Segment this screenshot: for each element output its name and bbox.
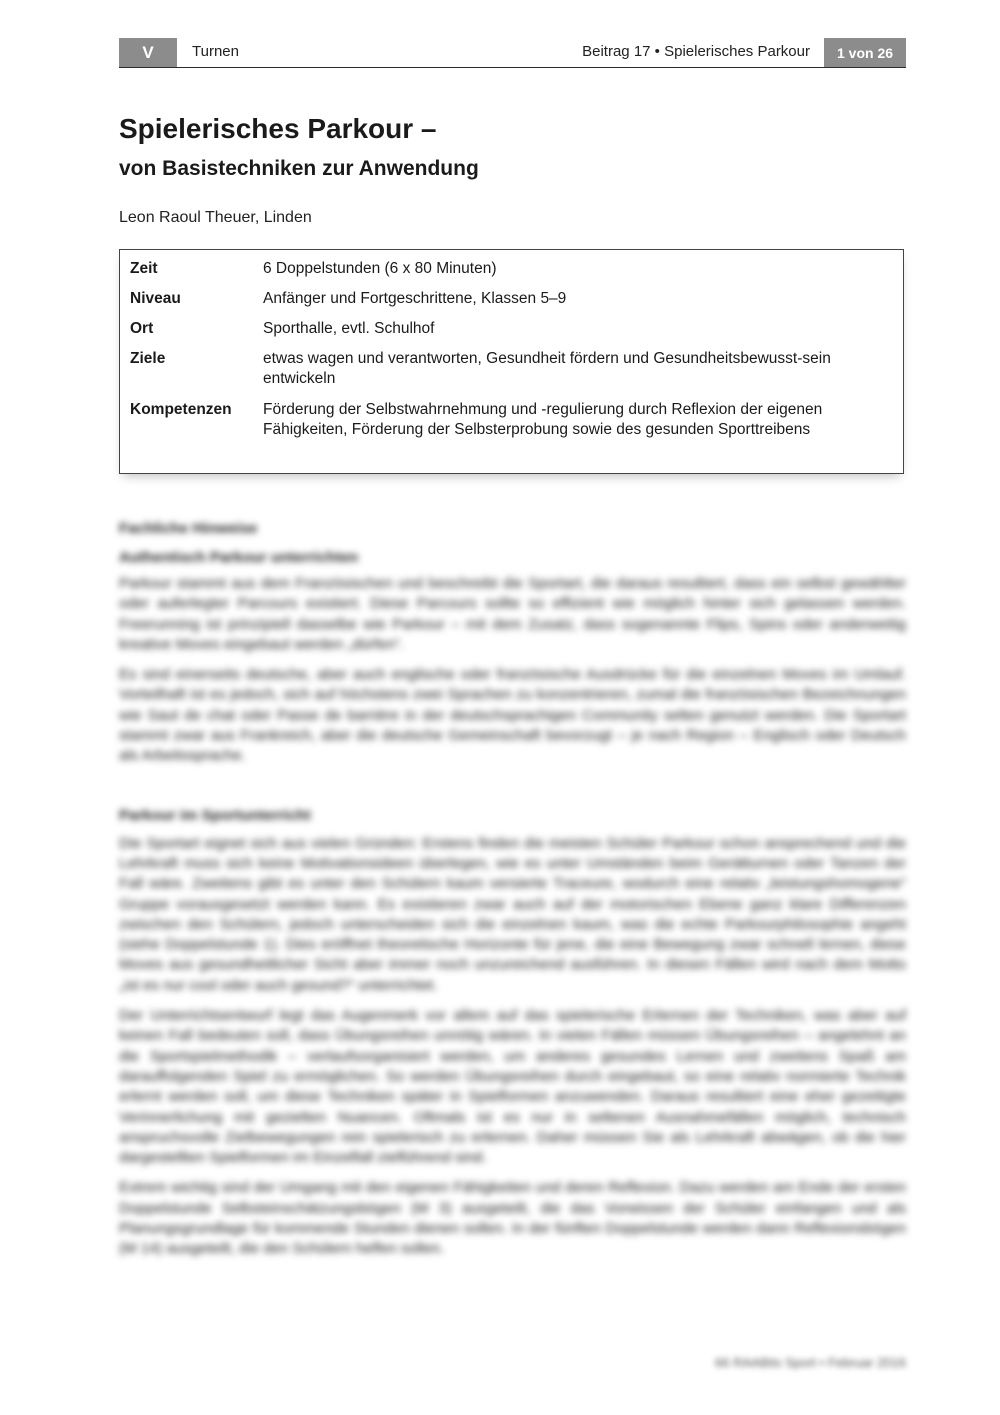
info-box	[119, 249, 904, 474]
section-label: V	[119, 38, 177, 67]
paragraph: Parkour stammt aus dem Französischen und beschreibt die Sportart, die daraus resultiert, dass ein selbst gewählter oder auferlegter Parcours existiert. Diese Parcours sollte so effizient wie möglich hinter sich gelassen werden. Freerunning ist prinzipiell dasselbe wie Parkour – mit dem Zusatz, dass sogenannte Flips, Spins oder anderweitig kreative Moves eingebaut werden „dürfen“.	[119, 575, 906, 653]
info-value: Förderung der Selbstwahrnehmung und -regulierung durch Reflexion der eigenen Fähigkeiten, Förderung der Selbsterprobung sowie des gesunden Sporttreibens	[263, 401, 823, 438]
info-value: Sporthalle, evtl. Schulhof	[263, 320, 435, 337]
page-title: Spielerisches Parkour –	[119, 113, 437, 144]
page-header	[119, 38, 906, 68]
paragraph: Extrem wichtig sind der Umgang mit den eigenen Fähigkeiten und deren Reflexion. Dazu werden am Ende der ersten Doppelstunde Selbsteinschätzungsbögen (M 3) ausgeteilt, die das Vorwissen der Schüler einfangen und als Planungsgrundlage für kommende Stunden dienen sollen. In der fünften Doppelstunde werden dann Reflexionsbögen (M 14) ausgeteilt, die den Schülern helfen sollen.	[119, 1179, 906, 1258]
info-label: Kompetenzen	[130, 401, 232, 418]
blurred-content	[119, 510, 906, 1310]
subsection-heading: Parkour im Sportunterricht	[119, 806, 311, 824]
article-label: Beitrag 17 • Spielerisches Parkour	[582, 43, 810, 60]
info-label: Niveau	[130, 290, 181, 307]
page-subtitle: von Basistechniken zur Anwendung	[119, 157, 479, 180]
page-number: 1 von 26	[824, 38, 906, 67]
info-value: etwas wagen und verantworten, Gesundheit fördern und Gesundheitsbewusst-sein entwickeln	[263, 350, 831, 387]
paragraph: Es sind einerseits deutsche, aber auch englische oder französische Ausdrücke für die einzelnen Moves im Umlauf. Vorteilhaft ist es jedoch, sich auf höchstens zwei Sprachen zu konzentrieren, zumal die französischen Bezeichnungen wie Saut de chat oder Passe de barrière in der deutschsprachigen Community selten genutzt werden. Die Sportart stammt zwar aus Frankreich, aber die deutsche Gemeinschaft bevorzugt – je nach Region – Englisch oder Deutsch als Arbeitssprache.	[119, 666, 906, 765]
paragraph: Die Sportart eignet sich aus vielen Gründen: Erstens finden die meisten Schüler Parkour schon ansprechend und die Lehrkraft muss sich keine Motivationsideen überlegen, wie es unter Umständen beim Gerätturnen oder Tanzen der Fall wäre. Zweitens gibt es unter den Schülern kaum versierte Traceure, wodurch eine relativ „leistungshomogene“ Gruppe vorausgesetzt werden kann. Es existieren zwar auch auf der motorischen Ebene ganz klare Differenzen zwischen den Schülern, jedoch unterscheiden sich die einzelnen kaum, was die echte Parkourphilosophie angeht (siehe Doppelstunde 1). Dies eröffnet theoretische Horizonte für jene, die eine Bewegung zwar schnell lernen, diese Moves aus gesundheitlicher Sicht aber immer noch unzureichend ausführen. In diesen Fällen wird nach dem Motto „ist es nur cool oder auch gesund?“ unterrichtet.	[119, 834, 906, 994]
subsection-heading: Authentisch Parkour unterrichten	[119, 549, 359, 566]
info-label: Zeit	[130, 260, 158, 277]
topic-label: Turnen	[192, 43, 239, 60]
info-label: Ort	[130, 320, 154, 337]
info-label: Ziele	[130, 350, 166, 367]
page-footer: 66 RAABits Sport • Februar 2016	[715, 1355, 906, 1370]
author: Leon Raoul Theuer, Linden	[119, 209, 312, 226]
section-heading: Fachliche Hinweise	[119, 520, 258, 537]
paragraph: Der Unterrichtsentwurf legt das Augenmerk vor allem auf das spielerische Erlernen der Techniken, was aber auf keinen Fall bedeuten soll, dass Übungsreihen unnötig wären. In vielen Fällen müssen Übungsreihen – angelehnt an die Sportspielmethodik – verlaufsorganisiert werden, um anderes gesundes Lernen und zweitens Spaß am darauffolgenden Spiel zu ermöglichen. So werden Übungsreihen durch eingebaut, so eine relativ normierte Technik erlernt werden soll, um diese Techniken später in Spielformen anzuwenden. Daraus resultiert eine eher gezeitigte Verinnerlichung mit gezielten Nuancen. Oftmals ist es nur in seltenen Ausnahmefällen möglich, technisch anspruchsvolle Zielbewegungen rein spielerisch zu erlernen. Daher müssen Sie als Lehrkraft abwägen, ob die hier dargestellten Spielformen im Einzelfall zielführend sind.	[119, 1007, 906, 1167]
info-value: 6 Doppelstunden (6 x 80 Minuten)	[263, 260, 497, 277]
info-value: Anfänger und Fortgeschrittene, Klassen 5–9	[263, 290, 567, 307]
